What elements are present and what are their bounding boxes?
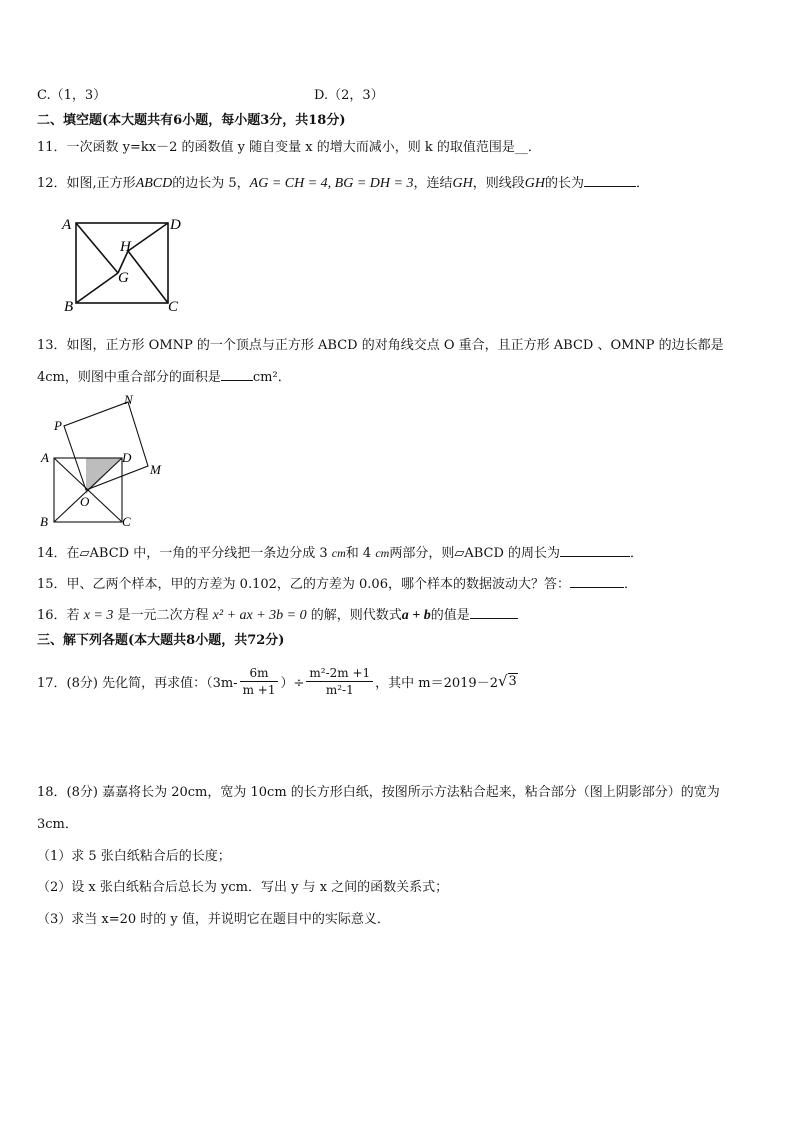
q17-fraction-2-denominator: m²-1 bbox=[325, 682, 354, 697]
q17-text-a: 17．(8分) 先化简，再求值：（3m- bbox=[37, 675, 238, 691]
q17-fraction-2-numerator: m²-2m +1 bbox=[306, 666, 373, 682]
q14-text-a: 14．在▱ABCD 中，一角的平分线把一条边分成 3 bbox=[37, 546, 328, 561]
q12-segment-bg bbox=[76, 273, 118, 303]
q13-figure bbox=[36, 390, 176, 532]
q12-label-b: B bbox=[64, 299, 74, 315]
q12-answer-blank bbox=[584, 174, 636, 187]
question-18-part-1: （1）求 5 张白纸粘合后的长度； bbox=[37, 849, 231, 864]
q12-label-c: C bbox=[168, 299, 179, 315]
question-13-line-1: 13．如图，正方形 OMNP 的一个顶点与正方形 ABCD 的对角线交点 O 重合，且正方形 ABCD 、OMNP 的边长都是 bbox=[37, 338, 724, 353]
q14-text-c: 两部分，则▱ABCD 的周长为 bbox=[389, 546, 561, 561]
question-14 bbox=[37, 542, 643, 561]
q16-text-b: 是一元二次方程 bbox=[117, 608, 209, 623]
q16-eq-1: x = 3 bbox=[83, 608, 114, 623]
q16-expr: a + b bbox=[401, 608, 431, 623]
question-13-line-2 bbox=[37, 366, 291, 385]
q16-text-c: 的解，则代数式 bbox=[310, 608, 402, 623]
q17-fraction-1-numerator: 6m bbox=[240, 666, 279, 682]
q12-suffix: 的长为 bbox=[544, 176, 584, 191]
q12-mid2: ，连结 bbox=[413, 176, 453, 191]
q12-segment-ch bbox=[128, 251, 168, 303]
q12-label-a: A bbox=[62, 217, 72, 233]
q13-unit: cm²． bbox=[252, 370, 291, 385]
q12-label-d: D bbox=[170, 217, 181, 233]
q12-segment-dh bbox=[128, 223, 168, 251]
question-16 bbox=[37, 604, 518, 624]
q12-segment-ag bbox=[76, 223, 118, 273]
q12-figure bbox=[58, 213, 194, 319]
q14-unit-2: cm bbox=[375, 546, 390, 560]
q13-label-d: D bbox=[122, 450, 132, 465]
q12-label-h: H bbox=[120, 239, 131, 255]
q17-fraction-1 bbox=[240, 666, 279, 697]
option-c: C.（1，3） bbox=[37, 88, 107, 103]
q12-equation: AG = CH = 4, BG = DH = 3 bbox=[249, 176, 414, 191]
q13-label-o: O bbox=[80, 494, 90, 509]
q17-text-c: ，其中 m＝2019－2 bbox=[375, 675, 498, 691]
q12-square-name: ABCD bbox=[135, 176, 173, 191]
question-17 bbox=[37, 661, 518, 701]
q14-answer-blank bbox=[560, 544, 630, 557]
q12-mid: 的边长为 5， bbox=[172, 176, 250, 191]
q12-mid3: ，则线段 bbox=[472, 176, 525, 191]
q17-sqrt-sign: √ bbox=[497, 672, 508, 690]
question-12 bbox=[37, 172, 649, 192]
q14-text-b: 和 4 bbox=[345, 546, 372, 561]
q17-radicand: 3 bbox=[508, 674, 517, 689]
q13-label-m: M bbox=[150, 462, 161, 477]
question-15 bbox=[37, 573, 637, 592]
q13-label-b: B bbox=[40, 514, 48, 529]
q16-eq-2: x² + ax + 3b = 0 bbox=[212, 608, 307, 623]
q12-gh-1: GH bbox=[452, 176, 473, 191]
section-2-title: 二、填空题(本大题共有6小题，每小题3分，共18分) bbox=[37, 113, 346, 128]
section-3-title: 三、解下列各题(本大题共8小题，共72分) bbox=[37, 633, 285, 648]
option-d: D.（2，3） bbox=[314, 88, 384, 103]
question-18-part-3: （3）求当 x=20 时的 y 值，并说明它在题目中的实际意义． bbox=[37, 912, 390, 927]
q17-fraction-1-denominator: m +1 bbox=[242, 682, 276, 697]
q13-answer-blank bbox=[221, 368, 253, 381]
q12-gh-2: GH bbox=[524, 176, 545, 191]
q13-label-n: N bbox=[124, 392, 133, 407]
q16-answer-blank bbox=[470, 606, 518, 619]
q15-text: 15．甲、乙两个样本，甲的方差为 0.102，乙的方差为 0.06，哪个样本的数据波动大？答： bbox=[37, 577, 570, 592]
question-11: 11．一次函数 y=kx－2 的函数值 y 随自变量 x 的增大而减小，则 k 的取值范围是__． bbox=[37, 140, 541, 155]
q12-label-g: G bbox=[118, 270, 129, 286]
q17-text-b: ）÷ bbox=[280, 675, 305, 691]
question-18-line-2: 3cm． bbox=[37, 817, 78, 832]
q17-fraction-2 bbox=[306, 666, 373, 697]
q13-label-a: A bbox=[41, 450, 49, 465]
q16-text-a: 16．若 bbox=[37, 608, 80, 623]
q15-end: ． bbox=[623, 577, 637, 592]
q13-line2-text: 4cm，则图中重合部分的面积是 bbox=[37, 370, 221, 385]
q16-text-d: 的值是 bbox=[430, 608, 470, 623]
q13-label-c: C bbox=[122, 514, 131, 529]
question-18-line-1: 18．(8分) 嘉嘉将长为 20cm，宽为 10cm 的长方形白纸，按图所示方法粘合起来，粘合部分（图上阴影部分）的宽为 bbox=[37, 785, 720, 800]
q14-unit-1: cm bbox=[331, 546, 346, 560]
question-18-part-2: （2）设 x 张白纸粘合后总长为 ycm．写出 y 与 x 之间的函数关系式； bbox=[37, 880, 449, 895]
q13-label-p: P bbox=[54, 418, 62, 433]
q15-answer-blank bbox=[570, 575, 624, 588]
q12-end: ． bbox=[635, 176, 649, 191]
q13-square-omnp bbox=[64, 402, 148, 490]
q12-prefix: 12．如图,正方形 bbox=[37, 176, 136, 191]
q14-end: ． bbox=[630, 546, 644, 561]
